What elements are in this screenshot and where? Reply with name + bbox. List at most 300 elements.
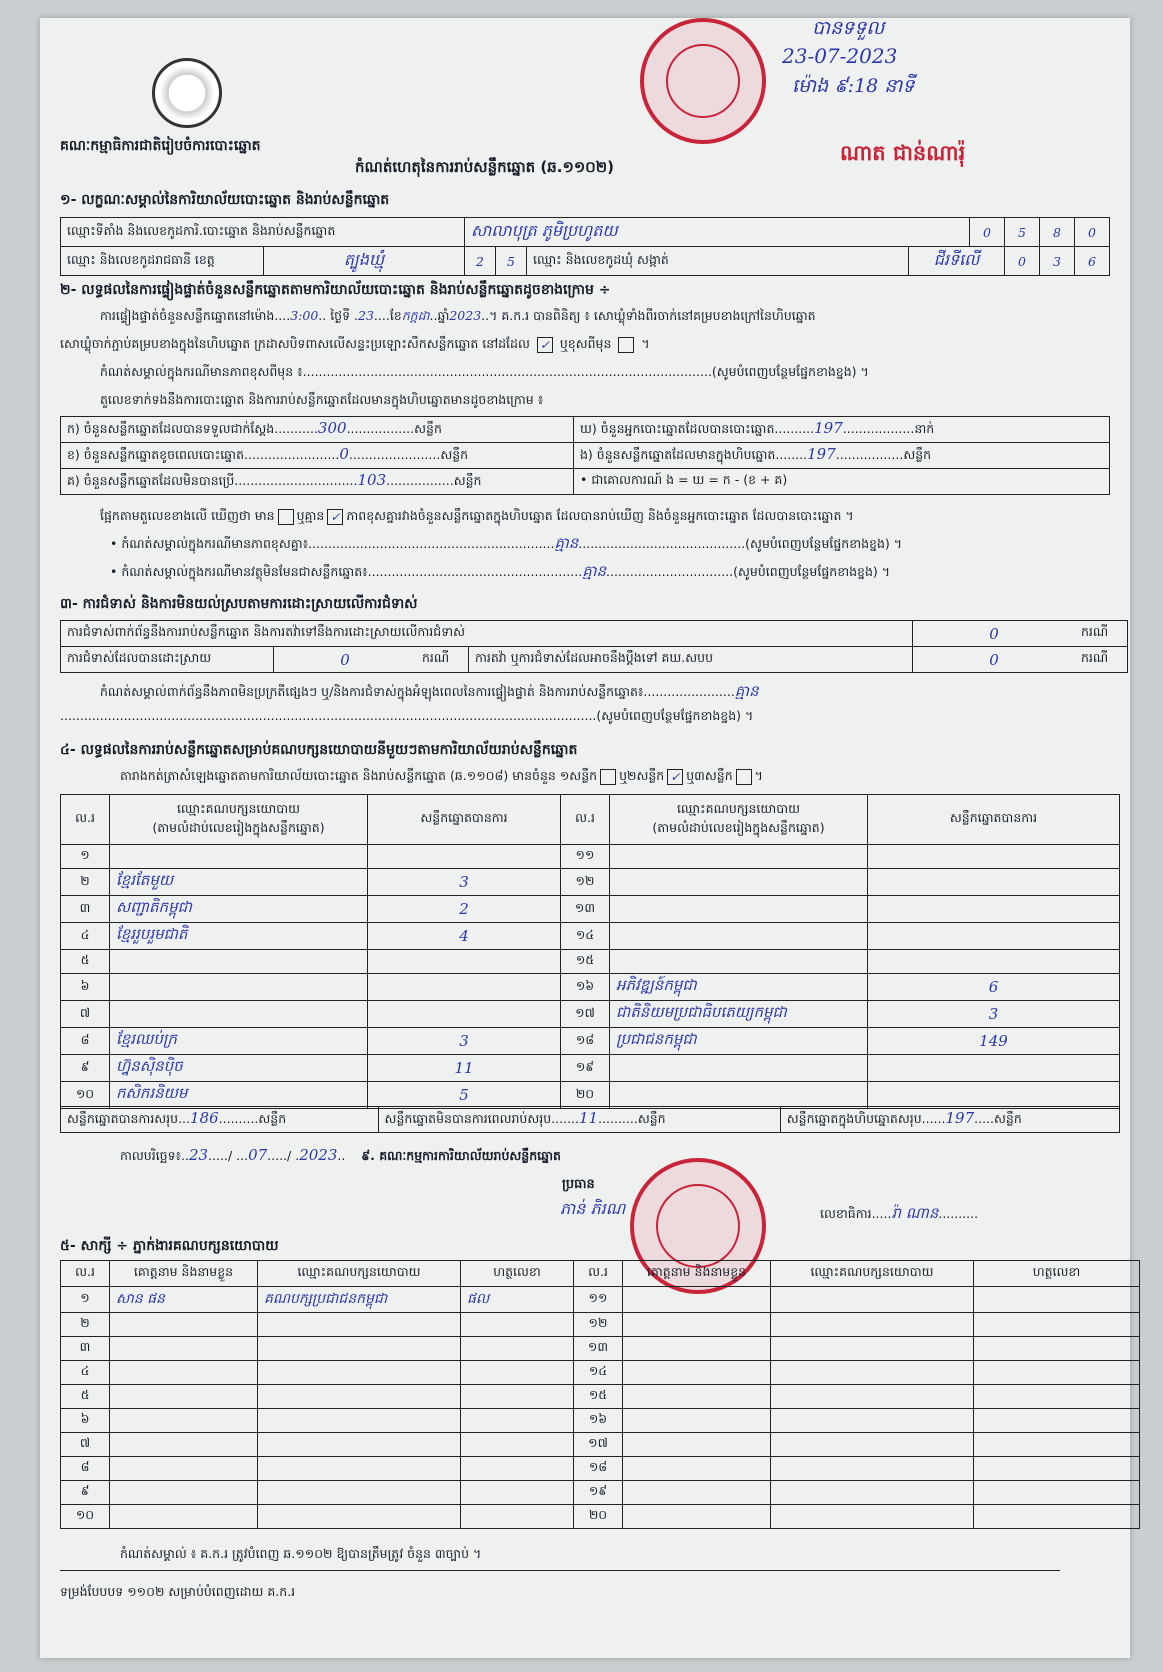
- witness-left-name: [110, 1505, 258, 1529]
- text: កំណត់សម្គាល់ពាក់ព័ន្ធនឹងភាពមិនប្រក្រតីផ្សេងៗ ឬ/និងការជំទាស់ក្នុងអំឡុងពេលនៃការផ្ទៀងផ្ទាត់ និងការរាប់សន្លឹកឆ្នោត៖.......................: [100, 684, 735, 699]
- cell-left-votes: [368, 974, 561, 1001]
- cell-left-party: ខ្មែរឈប់ក្រ: [110, 1028, 368, 1055]
- s1-code: 8: [1040, 218, 1075, 247]
- witness-right-party: [771, 1481, 974, 1505]
- cell-left-no: ២: [61, 869, 110, 896]
- unit: ករណី: [1075, 621, 1128, 647]
- total-valid-label: សន្លឹកឆ្នោតបានការសរុប...: [67, 1111, 191, 1126]
- signed-by: ៩. គណៈកម្មការការិយាល័យរាប់សន្លឹកឆ្នោត: [361, 1148, 561, 1163]
- cell-right-votes: [868, 896, 1120, 923]
- s1-row2-label: ឈ្មោះ និងលេខកូដរាជធានី ខេត្ត: [61, 247, 264, 276]
- s1-row1-value: សាលាបុត្រ ភូមិប្រហូតយ: [464, 218, 969, 247]
- witness-left-no: ៨: [61, 1457, 110, 1481]
- cell-right-party: ប្រជាជនកម្ពុជា: [610, 1028, 868, 1055]
- fig-b-label: ខ) ចំនួនសន្លឹកឆ្នោតខូចពេលបោះឆ្នោត........................: [67, 447, 340, 462]
- col-no: ល.រ: [561, 795, 610, 845]
- witness-left-party: [258, 1505, 461, 1529]
- witness-right-sign: [974, 1361, 1140, 1385]
- s1-code: 3: [1040, 247, 1075, 276]
- cell-left-no: ៤: [61, 923, 110, 950]
- text: .. ថ្ងៃទី .: [318, 308, 359, 323]
- witness-left-name: [110, 1361, 258, 1385]
- witness-right-sign: [974, 1385, 1140, 1409]
- cell-right-votes: [868, 923, 1120, 950]
- s5-note: កំណត់សម្គាល់ ៖ គ.ក.រ ត្រូវបំពេញ ឆ.១១០២ ឱ្យបានត្រឹមត្រូវ ចំនួន ៣ច្បាប់ ។: [120, 1546, 482, 1561]
- witness-right-sign: [974, 1457, 1140, 1481]
- witness-left-sign: [461, 1385, 574, 1409]
- fig-a-label: ក) ចំនួនសន្លឹកឆ្នោតដែលបានទទួលជាក់ស្តែង...........: [67, 421, 318, 436]
- text: តារាងកត់ត្រាសំឡេងឆ្នោតតាមការិយាល័យបោះឆ្នោត និងរាប់សន្លឹកឆ្នោត (ឆ.១១០៨) មានចំនួន ១សន្លឹក: [120, 768, 598, 783]
- witness-right-name: [623, 1385, 771, 1409]
- table-row: [61, 1313, 1140, 1337]
- witness-left-sign: [461, 1361, 574, 1385]
- table-row: [61, 1385, 1140, 1409]
- cell-right-party: [610, 869, 868, 896]
- unit: សន្លឹក: [903, 447, 932, 462]
- col-no: ល.រ: [61, 1261, 110, 1287]
- cell-right-party: [610, 1082, 868, 1109]
- one-sheet-checkbox[interactable]: [600, 769, 616, 785]
- cell-left-party: [110, 1001, 368, 1028]
- witness-right-sign: [974, 1505, 1140, 1529]
- witness-right-sign: [974, 1313, 1140, 1337]
- unit: នាក់: [914, 421, 935, 436]
- cell-left-no: ១: [61, 845, 110, 869]
- text: ឬខុសពីមុន: [559, 336, 612, 351]
- cell-right-votes: [868, 1082, 1120, 1109]
- section5-witness-table: [60, 1260, 1140, 1529]
- unit: សន្លឹក: [440, 447, 469, 462]
- two-sheet-checkbox[interactable]: ✓: [667, 769, 683, 785]
- total-invalid-label: សន្លឹកឆ្នោតមិនបានការពេលរាប់សរុប.......: [384, 1111, 579, 1126]
- text: សោឃ្លុំចាក់ភ្ជាប់គម្របខាងក្នុងនៃហិបឆ្នោត ក្រដាសបិទពាសលើសន្ទះប្រឡោះសឹកសន្លឹកឆ្នោត នៅដដែល: [60, 336, 530, 351]
- table-row: [61, 950, 1120, 974]
- date-month: 07: [248, 1146, 268, 1164]
- witness-right-party: [771, 1287, 974, 1313]
- col-no: ល.រ: [61, 795, 110, 845]
- cell-left-party: សញ្ជាតិកម្ពុជា: [110, 896, 368, 923]
- cell-right-party: [610, 950, 868, 974]
- witness-right-party: [771, 1313, 974, 1337]
- s1-code: 0: [970, 218, 1005, 247]
- cell-right-no: ១៩: [561, 1055, 610, 1082]
- s1-row1-label: ឈ្មោះទីតាំង និងលេខកូដការិ.បោះឆ្នោត និងរាប់សន្លឹកឆ្នោត: [61, 218, 465, 247]
- witness-left-name: [110, 1481, 258, 1505]
- witness-right-name: [623, 1505, 771, 1529]
- witness-left-name: [110, 1433, 258, 1457]
- col-name: គោត្តនាម និងនាមខ្លួន: [623, 1261, 771, 1287]
- text: កាលបរិច្ឆេទ៖..: [120, 1148, 189, 1163]
- col-name: គោត្តនាម និងនាមខ្លួន: [110, 1261, 258, 1287]
- cell-left-party: [110, 974, 368, 1001]
- witness-right-name: [623, 1409, 771, 1433]
- s1-code: 6: [1075, 247, 1110, 276]
- total-valid: 186: [190, 1109, 219, 1127]
- fig-c-label: គ) ចំនួនសន្លឹកឆ្នោតដែលមិនបានប្រើ...............................: [67, 473, 358, 488]
- cell-left-votes: 11: [368, 1055, 561, 1082]
- fig-c-value: 103: [357, 471, 387, 489]
- section1-title: ១- លក្ខណៈសម្គាល់នៃការិយាល័យបោះឆ្នោត និងរាប់សន្លឹកឆ្នោត: [60, 192, 390, 208]
- witness-right-no: ១៣: [574, 1337, 623, 1361]
- col-party: ឈ្មោះគណបក្សនយោបាយ: [258, 1261, 461, 1287]
- cell-left-party: ខ្មែរតែមួយ: [110, 869, 368, 896]
- text: ....ខែ: [373, 308, 402, 323]
- table-row: [61, 1337, 1140, 1361]
- witness-right-sign: [974, 1409, 1140, 1433]
- cell-right-party: អភិវឌ្ឍន៍កម្ពុជា: [610, 974, 868, 1001]
- date-year: 2023: [299, 1146, 338, 1164]
- witness-left-no: ៥: [61, 1385, 110, 1409]
- cell-left-no: ៦: [61, 974, 110, 1001]
- cell-right-party: [610, 923, 868, 950]
- cell-right-no: ១៨: [561, 1028, 610, 1055]
- section2-basis: [100, 508, 1110, 527]
- witness-right-sign: [974, 1287, 1140, 1313]
- cell-left-votes: [368, 1001, 561, 1028]
- col-party: ឈ្មោះគណបក្សនយោបាយ: [771, 1261, 974, 1287]
- table-row: [61, 1001, 1120, 1028]
- witness-left-party: [258, 1457, 461, 1481]
- witness-right-no: ១១: [574, 1287, 623, 1313]
- table-row: [61, 923, 1120, 950]
- text: ឬ២សន្លឹក: [619, 768, 665, 783]
- section2-note: កំណត់សម្គាល់ក្នុងករណីមានភាពខុសពីមុន ៖.......................................................................................................(សូមបំពេញបន្ថែមផ្នែកខាងខ្នង) ។: [100, 364, 869, 379]
- witness-left-no: ៣: [61, 1337, 110, 1361]
- s3-note-line: [100, 682, 759, 704]
- three-sheet-checkbox[interactable]: [736, 769, 752, 785]
- section2-figures-table: ក) ចំនួនសន្លឹកឆ្នោតដែលបានទទួលជាក់ស្តែង...........300.................សន្លឹក ឃ) ចំនួនអ្នកបោះឆ្នោតដែលបានបោះឆ្នោត..........197..................នាក់ ខ) ចំនួនសន្លឹកឆ្នោតខូចពេលបោះឆ្នោត........................0.......................សន្លឹក ង) ចំនួនសន្លឹកឆ្នោតដែលមានក្នុងហិបឆ្នោត........197.................សន្លឹក គ) ចំនួនសន្លឹកឆ្នោតដែលមិនបានប្រើ...............................103.................សន្លឹក • ជាគោលការណ៍ ង = ឃ = ក - (ខ + គ): [60, 416, 1110, 495]
- org-name: គណៈកម្មាធិការជាតិរៀបចំការបោះឆ្នោត: [60, 138, 261, 154]
- divider: [60, 1570, 1060, 1571]
- s3-row2-label2: ការតវ៉ា ឬការជំទាស់ដែលអាចនឹងប្តឹងទៅ គឃ.សបប: [469, 647, 913, 673]
- unit: សន្លឹក: [414, 421, 442, 436]
- secretary-signature: រ៉ា ណាន: [891, 1204, 939, 1222]
- cell-right-votes: [868, 1055, 1120, 1082]
- witness-left-sign: [461, 1313, 574, 1337]
- witness-left-no: ៧: [61, 1433, 110, 1457]
- verify-month: កក្កដា: [401, 308, 430, 323]
- witness-left-sign: [461, 1481, 574, 1505]
- section2-paragraph: [100, 308, 1110, 327]
- s3-row2-value2: 0: [913, 647, 1076, 673]
- text: ..។ គ.ក.រ បានពិនិត្យ ៖ សោឃ្លុំទាំងពីរចាក់នៅគម្របខាងក្រៅនៃហិបឆ្នោត: [481, 308, 816, 323]
- section2-line2: សោឃ្លុំចាក់ភ្ជាប់គម្របខាងក្នុងនៃហិបឆ្នោត ក្រដាសបិទពាសលើសន្ទះប្រឡោះសឹកសន្លឹកឆ្នោត នៅដដែល ✓ ឬខុសពីមុន ។: [60, 336, 650, 352]
- table-row: [61, 1505, 1140, 1529]
- section1-table: [60, 217, 1110, 276]
- table-row: [61, 1055, 1120, 1082]
- cell-right-party: ជាតិនិយមប្រជាធិបតេយ្យកម្ពុជា: [610, 1001, 868, 1028]
- cell-right-no: ១២: [561, 869, 610, 896]
- s3-row1-value: 0: [913, 621, 1076, 647]
- witness-left-sign: [461, 1337, 574, 1361]
- col-votes: សន្លឹកឆ្នោតបានការ: [868, 795, 1120, 845]
- cell-right-votes: 3: [868, 1001, 1120, 1028]
- cell-right-no: ១៦: [561, 974, 610, 1001]
- note-obj-line: [110, 562, 890, 584]
- cell-left-no: ៣: [61, 896, 110, 923]
- cell-left-votes: [368, 950, 561, 974]
- s4-date-line: កាលបរិច្ឆេទ៖..23...../ ...07...../ .2023.. ៩. គណៈកម្មការការិយាល័យរាប់សន្លឹកឆ្នោត: [120, 1146, 561, 1164]
- witness-right-party: [771, 1505, 974, 1529]
- form-title: កំណត់ហេតុនៃការរាប់សន្លឹកឆ្នោត (ឆ.១១០២): [355, 158, 615, 176]
- verify-year: 2023: [449, 308, 482, 323]
- col-party: [110, 795, 368, 845]
- table-row: [61, 1433, 1140, 1457]
- s1-code: 5: [495, 247, 526, 276]
- witness-left-sign: [461, 1433, 574, 1457]
- cell-right-party: [610, 896, 868, 923]
- section3-title: ៣- ការជំទាស់ និងការមិនយល់ស្របតាមការដោះស្រាយលើការជំទាស់: [60, 596, 418, 612]
- section5-title: ៥- សាក្សី ÷ ភ្នាក់ងារគណបក្សនយោបាយ: [60, 1238, 279, 1254]
- cell-right-no: ២០: [561, 1082, 610, 1109]
- date-day: 23: [188, 1146, 209, 1164]
- secretary-line: លេខាធិការ.....រ៉ា ណាន..........: [820, 1204, 979, 1222]
- cell-left-party: [110, 845, 368, 869]
- has-diff-checkbox[interactable]: [278, 509, 294, 525]
- witness-left-name: [110, 1457, 258, 1481]
- cell-left-votes: 3: [368, 1028, 561, 1055]
- note-diff-line: [110, 534, 902, 556]
- witness-right-sign: [974, 1337, 1140, 1361]
- text: ។: [754, 768, 763, 783]
- cell-left-party: ហ្វ៊ុនស៊ិនប៉ិច: [110, 1055, 368, 1082]
- received-note: បានទទួល: [812, 17, 885, 39]
- witness-left-name: [110, 1313, 258, 1337]
- witness-right-no: ២០: [574, 1505, 623, 1529]
- cell-right-party: [610, 845, 868, 869]
- section4-results-table: [60, 794, 1120, 1109]
- secretary-label: លេខាធិការ.....: [820, 1206, 892, 1221]
- cell-right-votes: [868, 845, 1120, 869]
- formula: • ជាគោលការណ៍ ង = ឃ = ក - (ខ + គ): [574, 469, 1110, 495]
- witness-right-party: [771, 1409, 974, 1433]
- witness-right-sign: [974, 1481, 1140, 1505]
- witness-right-party: [771, 1337, 974, 1361]
- fig-d-label: ឃ) ចំនួនអ្នកបោះឆ្នោតដែលបានបោះឆ្នោត..........: [580, 421, 815, 436]
- witness-left-name: [110, 1337, 258, 1361]
- total-box-label: សន្លឹកឆ្នោតក្នុងហិបឆ្នោតសរុប......: [786, 1111, 946, 1126]
- text: ផ្អែកតាមតួលេខខាងលើ ឃើញថា មាន: [100, 508, 275, 523]
- witness-left-sign: [461, 1409, 574, 1433]
- cell-right-votes: 149: [868, 1028, 1120, 1055]
- form-page: [40, 18, 1130, 1658]
- witness-right-name: [623, 1481, 771, 1505]
- text: ឬ៣សន្លឹក: [686, 768, 733, 783]
- witness-left-party: [258, 1409, 461, 1433]
- text: ភាពខុសគ្នារវាងចំនួនសន្លឹកឆ្នោតក្នុងហិបឆ្នោត ដែលបានរាប់ឃើញ និងចំនួនអ្នកបោះឆ្នោត ដែលបានបោះឆ្នោត ។: [346, 508, 854, 523]
- witness-left-no: ៩: [61, 1481, 110, 1505]
- table-row: [61, 1361, 1140, 1385]
- same-checkbox[interactable]: ✓: [537, 337, 553, 353]
- s1-code: 5: [1005, 218, 1040, 247]
- cell-right-no: ១៥: [561, 950, 610, 974]
- chair-label: ប្រធាន: [562, 1177, 595, 1192]
- section2-title: ២- លទ្ធផលនៃការផ្ទៀងផ្ទាត់ចំនួនសន្លឹកឆ្នោតតាមការិយាល័យបោះឆ្នោត និងរាប់សន្លឹកឆ្នោតដូចខាងក្រោម ÷: [60, 282, 611, 298]
- unit: សន្លឹក: [453, 473, 482, 488]
- witness-right-name: [623, 1337, 771, 1361]
- cell-left-no: ៥: [61, 950, 110, 974]
- witness-left-sign: [461, 1505, 574, 1529]
- table-row: [61, 1028, 1120, 1055]
- col-sign: ហត្ថលេខា: [974, 1261, 1140, 1287]
- total-box: 197: [945, 1109, 975, 1127]
- s3-row2-label: ការជំទាស់ដែលបានដោះស្រាយ: [61, 647, 274, 673]
- total-invalid: 11: [579, 1109, 599, 1127]
- witness-left-no: ២: [61, 1313, 110, 1337]
- section4-title: ៤- លទ្ធផលនៃការរាប់សន្លឹកឆ្នោតសម្រាប់គណបក្សនយោបាយនីមួយៗតាមការិយាល័យរាប់សន្លឹកឆ្នោត: [60, 742, 578, 758]
- official-stamp-top: [640, 18, 766, 144]
- fig-e-label: ង) ចំនួនសន្លឹកឆ្នោតដែលមានក្នុងហិបឆ្នោត........: [580, 447, 808, 462]
- witness-left-name: [110, 1385, 258, 1409]
- witness-right-no: ១៤: [574, 1361, 623, 1385]
- cell-right-party: [610, 1055, 868, 1082]
- s1-row2-label2: ឈ្មោះ និងលេខកូដឃុំ សង្កាត់: [526, 247, 908, 276]
- s3-row2-value: 0: [274, 647, 417, 673]
- note-diff-value: គ្មាន: [554, 534, 579, 552]
- table-row: [61, 845, 1120, 869]
- fig-b-value: 0: [339, 445, 349, 463]
- s4-intro: [120, 768, 763, 787]
- note-obj-value: គ្មាន: [582, 562, 606, 580]
- witness-left-party: [258, 1313, 461, 1337]
- witness-right-no: ១៥: [574, 1385, 623, 1409]
- fig-d-value: 197: [814, 419, 843, 437]
- witness-left-party: [258, 1337, 461, 1361]
- verify-day: 23: [358, 308, 374, 323]
- text: • កំណត់សម្គាល់ក្នុងករណីមានវត្ថុមិនមែនជាសន្លឹកឆ្នោត៖......................................................: [110, 564, 583, 579]
- witness-right-sign: [974, 1433, 1140, 1457]
- fig-e-value: 197: [807, 445, 836, 463]
- cell-left-votes: 5: [368, 1082, 561, 1109]
- table-row: [61, 974, 1120, 1001]
- col-party: [610, 795, 868, 845]
- table-row: [61, 1481, 1140, 1505]
- col-no: ល.រ: [574, 1261, 623, 1287]
- s3-note-tail: .......................................................................................................................................(សូមបំពេញបន្ថែមផ្នែកខាងខ្នង) ។: [60, 708, 754, 723]
- s1-code: 2: [464, 247, 495, 276]
- s1-province: ត្បូងឃ្មុំ: [264, 247, 465, 276]
- table-row: [61, 869, 1120, 896]
- witness-left-party: [258, 1361, 461, 1385]
- col-sign: ហត្ថលេខា: [461, 1261, 574, 1287]
- cell-right-votes: [868, 950, 1120, 974]
- col-party-sub: (តាមលំដាប់លេខរៀងក្នុងសន្លឹកឆ្នោត): [652, 819, 825, 835]
- witness-right-name: [623, 1457, 771, 1481]
- witness-left-name: សាន ផន: [110, 1287, 258, 1313]
- received-date: 23-07-2023: [782, 44, 898, 68]
- unit: សន្លឹក: [258, 1111, 287, 1126]
- section2-intro: តួលេខទាក់ទងនឹងការបោះឆ្នោត និងការរាប់សន្លឹកឆ្នោតដែលមានក្នុងហិបឆ្នោតមានដូចខាងក្រោម ៖: [100, 392, 544, 407]
- s3-note-value: គ្មាន: [734, 682, 759, 700]
- witness-left-party: [258, 1385, 461, 1409]
- nec-logo-icon: [152, 58, 222, 128]
- witness-right-name: [623, 1313, 771, 1337]
- witness-right-no: ១៨: [574, 1457, 623, 1481]
- cell-right-no: ១៧: [561, 1001, 610, 1028]
- cell-left-votes: 3: [368, 869, 561, 896]
- witness-left-party: គណបក្សប្រជាជនកម្ពុជា: [258, 1287, 461, 1313]
- col-party-sub: (តាមលំដាប់លេខរៀងក្នុងសន្លឹកឆ្នោត): [152, 819, 325, 835]
- witness-right-name: [623, 1287, 771, 1313]
- table-row: [61, 1287, 1140, 1313]
- cell-left-no: ៩: [61, 1055, 110, 1082]
- cell-right-no: ១១: [561, 845, 610, 869]
- s1-code: 0: [1005, 247, 1040, 276]
- witness-left-party: [258, 1433, 461, 1457]
- received-time: ម៉ោង ៩:18 នាទី: [792, 75, 915, 97]
- s1-commune: ជីរទីលើ: [909, 247, 1005, 276]
- verify-time: 3:00: [290, 308, 319, 323]
- witness-left-party: [258, 1481, 461, 1505]
- s1-code: 0: [1075, 218, 1110, 247]
- unit: ករណី: [1075, 647, 1128, 673]
- col-party-title: ឈ្មោះគណបក្សនយោបាយ: [676, 800, 801, 816]
- fig-a-value: 300: [317, 419, 347, 437]
- witness-right-name: [623, 1361, 771, 1385]
- cell-right-no: ១៣: [561, 896, 610, 923]
- unit: សន្លឹក: [994, 1111, 1022, 1126]
- text: ................................(សូមបំពេញបន្ថែមផ្នែកខាងខ្នង) ។: [606, 564, 891, 579]
- text: ..........................................(សូមបំពេញបន្ថែមផ្នែកខាងខ្នង) ។: [578, 536, 903, 551]
- witness-right-no: ១៧: [574, 1433, 623, 1457]
- unit: សន្លឹក: [637, 1111, 666, 1126]
- section4-totals: សន្លឹកឆ្នោតបានការសរុប...186..........សន្លឹក សន្លឹកឆ្នោតមិនបានការពេលរាប់សរុប.......11..........សន្លឹក សន្លឹកឆ្នោតក្នុងហិបឆ្នោតសរុប......197.....សន្លឹក: [60, 1106, 1120, 1133]
- witness-right-party: [771, 1385, 974, 1409]
- table-row: [61, 1457, 1140, 1481]
- col-votes: សន្លឹកឆ្នោតបានការ: [368, 795, 561, 845]
- witness-right-no: ១២: [574, 1313, 623, 1337]
- witness-left-no: ៤: [61, 1361, 110, 1385]
- footer: ទម្រង់បែបបទ ១១០២ សម្រាប់បំពេញដោយ គ.ក.រ: [60, 1584, 296, 1599]
- col-party-title: ឈ្មោះគណបក្សនយោបាយ: [176, 800, 301, 816]
- cell-right-no: ១៤: [561, 923, 610, 950]
- unit: ករណី: [416, 647, 469, 673]
- table-row: [61, 1082, 1120, 1109]
- cell-left-votes: 4: [368, 923, 561, 950]
- witness-left-no: ១០: [61, 1505, 110, 1529]
- cell-left-votes: 2: [368, 896, 561, 923]
- cell-left-no: ១០: [61, 1082, 110, 1109]
- table-row: [61, 896, 1120, 923]
- cell-left-votes: [368, 845, 561, 869]
- cell-right-votes: 6: [868, 974, 1120, 1001]
- cell-left-party: [110, 950, 368, 974]
- witness-right-party: [771, 1457, 974, 1481]
- text: ឬគ្មាន: [296, 508, 325, 523]
- section3-table: [60, 620, 1128, 673]
- cell-left-no: ៨: [61, 1028, 110, 1055]
- witness-right-party: [771, 1433, 974, 1457]
- text: • កំណត់សម្គាល់ក្នុងករណីមានភាពខុសគ្នា៖..............................................................: [110, 536, 555, 551]
- cell-left-no: ៧: [61, 1001, 110, 1028]
- cell-right-votes: [868, 869, 1120, 896]
- witness-left-sign: ផល: [461, 1287, 574, 1313]
- changed-checkbox[interactable]: [618, 337, 634, 353]
- witness-left-no: ៦: [61, 1409, 110, 1433]
- witness-right-no: ១៦: [574, 1409, 623, 1433]
- table-row: [61, 1409, 1140, 1433]
- witness-left-name: [110, 1409, 258, 1433]
- witness-right-no: ១៩: [574, 1481, 623, 1505]
- cell-left-party: កសិករនិយម: [110, 1082, 368, 1109]
- s3-row1-label: ការជំទាស់ពាក់ព័ន្ធនឹងការរាប់សន្លឹកឆ្នោត និងការតវ៉ាទៅនឹងការដោះស្រាយលើការជំទាស់: [61, 621, 913, 647]
- text: ..ឆ្នាំ: [429, 308, 450, 323]
- text: ការផ្ទៀងផ្ទាត់ចំនួនសន្លឹកឆ្នោតនៅម៉ោង....: [100, 308, 291, 323]
- witness-left-no: ១: [61, 1287, 110, 1313]
- witness-left-sign: [461, 1457, 574, 1481]
- received-by: ណាត ជាន់ណារ៉ុ: [840, 141, 966, 165]
- no-diff-checkbox[interactable]: ✓: [327, 509, 343, 525]
